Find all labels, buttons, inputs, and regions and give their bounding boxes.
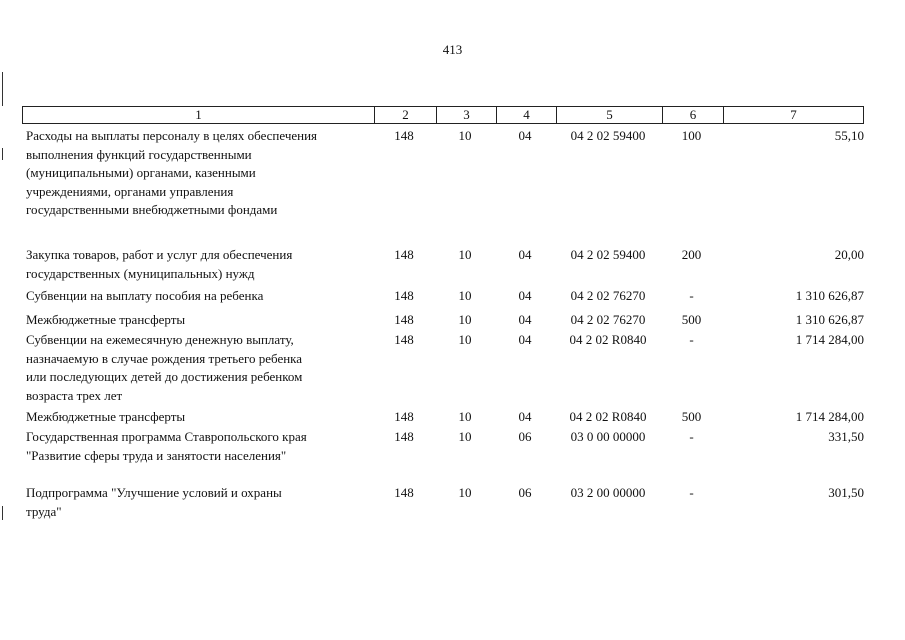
row-col2: 148 <box>394 128 414 143</box>
row-col4: 04 <box>518 312 532 327</box>
row-col6: - <box>689 288 694 303</box>
row-col4: 04 <box>518 288 532 303</box>
row-description: Межбюджетные трансферты <box>26 312 186 327</box>
row-col5: 04 2 02 R0840 <box>569 332 647 347</box>
row-description: Расходы на выплаты персоналу в целях обеспечения выполнения функций государственными (муниципальными) органами, казенными учреждениями, органами управления государственными внебюджетными фондами <box>26 128 318 217</box>
row-col6: - <box>689 429 694 444</box>
row-col5: 03 2 00 00000 <box>570 485 646 500</box>
row-amount: 20,00 <box>834 247 864 262</box>
column-header-6: 6 <box>662 107 723 123</box>
row-col2: 148 <box>394 429 414 444</box>
row-col4: 04 <box>518 409 532 424</box>
column-header-5: 5 <box>556 107 662 123</box>
row-col5: 04 2 02 76270 <box>570 312 646 327</box>
row-col2: 148 <box>394 409 414 424</box>
row-col5: 04 2 02 59400 <box>570 128 646 143</box>
row-col6: - <box>689 332 694 347</box>
column-header-2: 2 <box>374 107 436 123</box>
row-description: Государственная программа Ставропольского края "Развитие сферы труда и занятости населения" <box>26 429 307 463</box>
row-col3: 10 <box>458 485 472 500</box>
row-amount: 301,50 <box>828 485 864 500</box>
row-col2: 148 <box>394 485 414 500</box>
row-col2: 148 <box>394 312 414 327</box>
row-amount: 331,50 <box>828 429 864 444</box>
row-col3: 10 <box>458 332 472 347</box>
row-col3: 10 <box>458 288 472 303</box>
row-col3: 10 <box>458 312 472 327</box>
column-header-1: 1 <box>195 107 202 122</box>
row-col2: 148 <box>394 332 414 347</box>
row-col3: 10 <box>458 429 472 444</box>
row-description: Межбюджетные трансферты <box>26 409 186 424</box>
row-amount: 1 714 284,00 <box>795 332 864 347</box>
row-col5: 03 0 00 00000 <box>570 429 646 444</box>
row-col5: 04 2 02 59400 <box>570 247 646 262</box>
column-header-3: 3 <box>436 107 496 123</box>
row-col2: 148 <box>394 288 414 303</box>
row-col4: 04 <box>518 332 532 347</box>
row-amount: 1 310 626,87 <box>795 288 864 303</box>
row-col6: 500 <box>681 312 702 327</box>
row-col3: 10 <box>458 247 472 262</box>
row-col6: 500 <box>681 409 702 424</box>
row-amount: 55,10 <box>834 128 864 143</box>
row-description: Закупка товаров, работ и услуг для обеспечения государственных (муниципальных) нужд <box>26 247 293 281</box>
row-amount: 1 310 626,87 <box>795 312 864 327</box>
row-col4: 06 <box>518 485 532 500</box>
row-description: Подпрограмма "Улучшение условий и охраны труда" <box>26 485 282 519</box>
column-header-7: 7 <box>723 107 863 123</box>
row-description: Субвенции на выплату пособия на ребенка <box>26 288 264 303</box>
row-col2: 148 <box>394 247 414 262</box>
scan-margin-line <box>2 148 3 160</box>
table-header-row <box>22 106 864 124</box>
row-col3: 10 <box>458 409 472 424</box>
row-col4: 04 <box>518 128 532 143</box>
row-amount: 1 714 284,00 <box>795 409 864 424</box>
row-description: Субвенции на ежемесячную денежную выплату, назначаемую в случае рождения третьего ребенка или последующих детей до достижения ребенком возраста трех лет <box>26 332 303 403</box>
page-number: 413 <box>442 42 463 57</box>
row-col6: 100 <box>681 128 702 143</box>
row-col5: 04 2 02 76270 <box>570 288 646 303</box>
row-col6: 200 <box>681 247 702 262</box>
column-header-4: 4 <box>496 107 556 123</box>
row-col4: 06 <box>518 429 532 444</box>
row-col6: - <box>689 485 694 500</box>
scan-margin-line <box>2 72 3 106</box>
row-col4: 04 <box>518 247 532 262</box>
scan-margin-line <box>2 506 3 520</box>
row-col5: 04 2 02 R0840 <box>569 409 647 424</box>
row-col3: 10 <box>458 128 472 143</box>
